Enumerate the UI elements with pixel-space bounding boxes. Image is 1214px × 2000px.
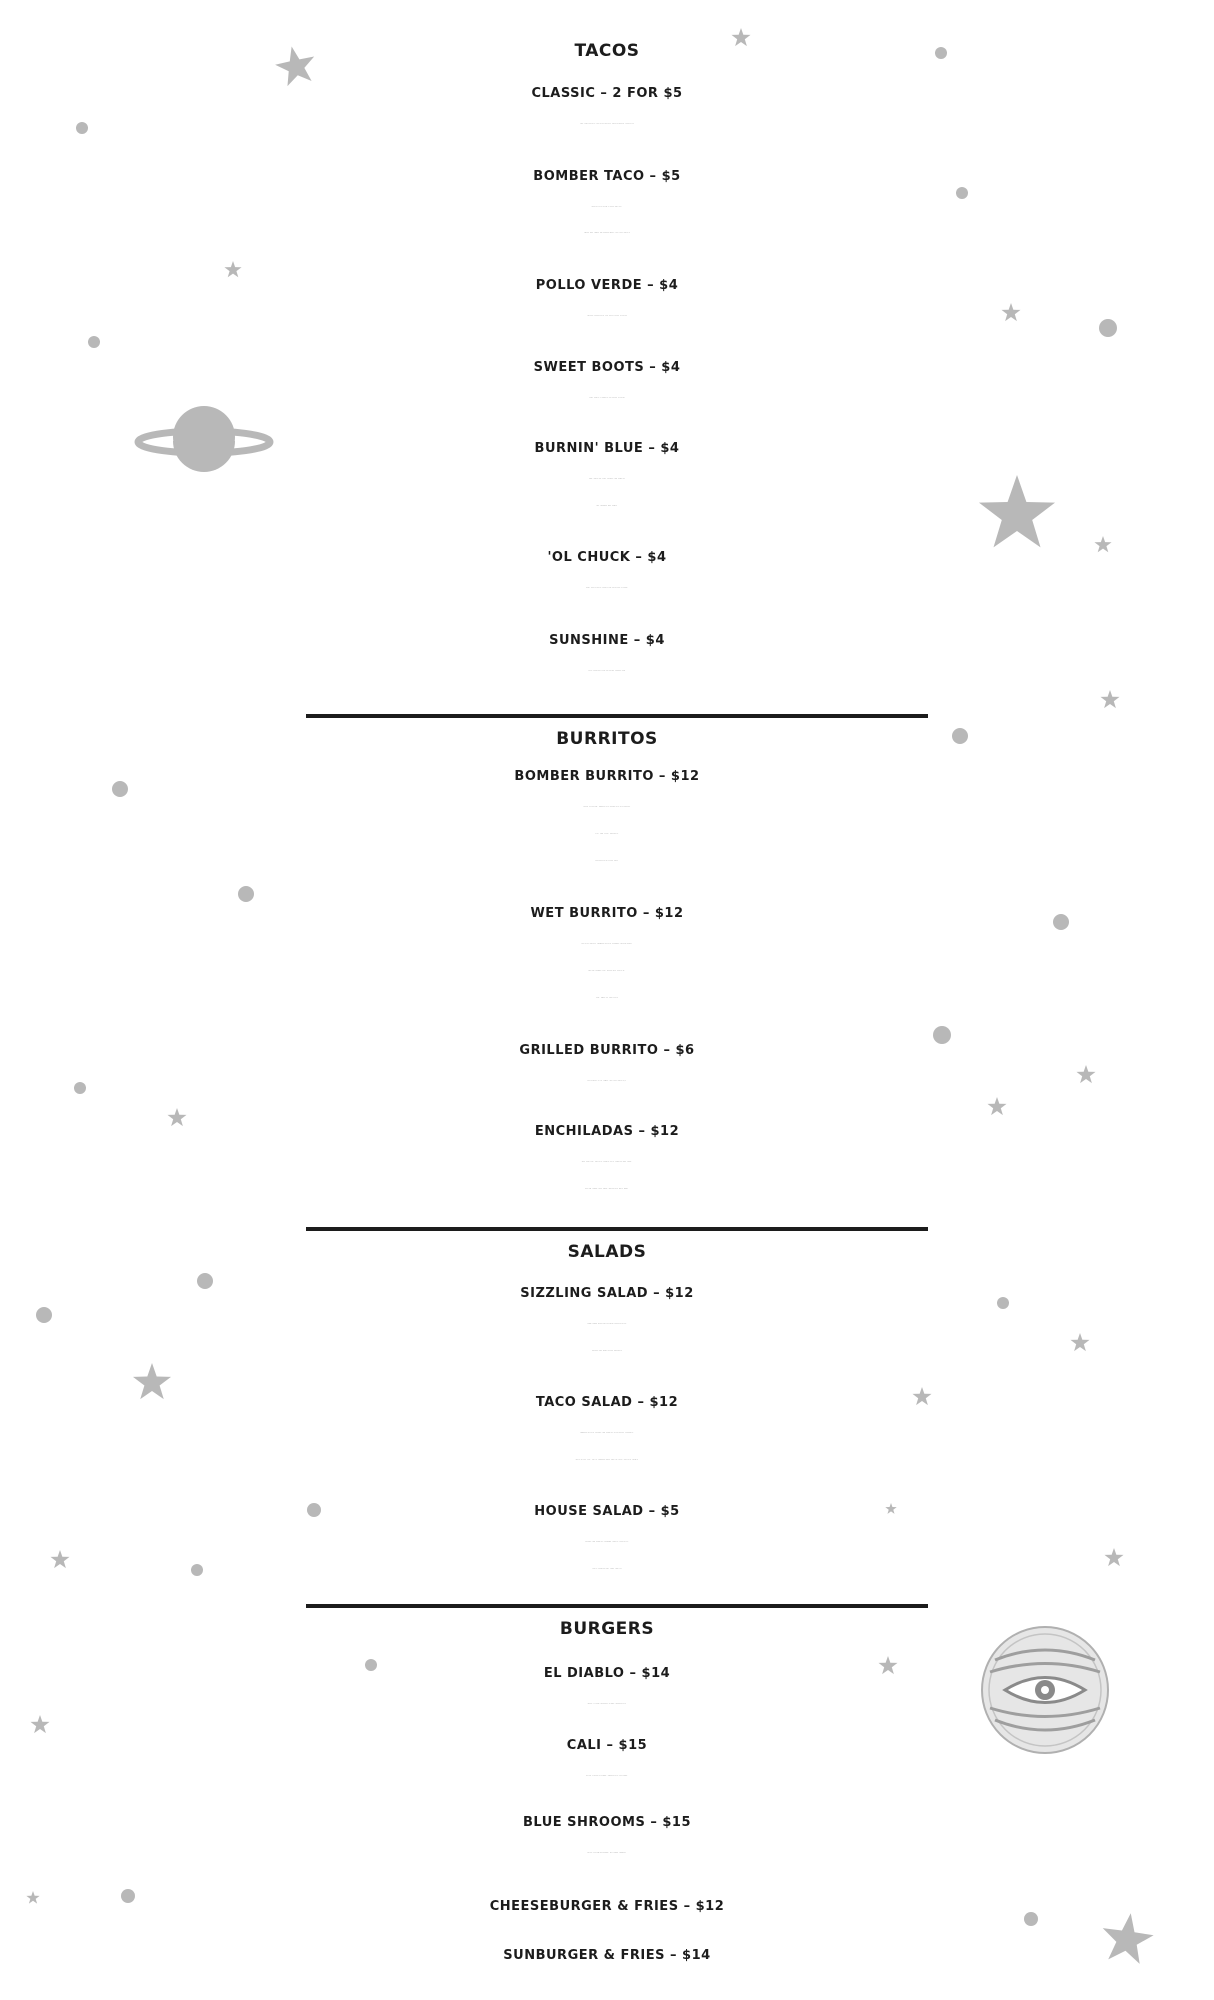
item-name: BOMBER TACO – $5 (533, 169, 681, 184)
item-desc (0, 1853, 1214, 1854)
item-desc (0, 1081, 1214, 1082)
item-desc (0, 1189, 1214, 1190)
item-name: 'OL CHUCK – $4 (547, 550, 667, 565)
item-desc (0, 588, 1214, 589)
section-title-burgers: BURGERS (559, 1619, 655, 1639)
item-name: BOMBER BURRITO – $12 (514, 769, 700, 784)
item-desc (0, 944, 1214, 945)
item-name: EL DIABLO – $14 (543, 1666, 671, 1681)
item-desc (0, 398, 1214, 399)
item-desc (0, 1542, 1214, 1543)
item-desc (0, 1460, 1214, 1461)
item-desc (0, 1776, 1214, 1777)
item-name: SIZZLING SALAD – $12 (520, 1286, 694, 1301)
item-desc (0, 316, 1214, 317)
item-desc (0, 1569, 1214, 1570)
item-desc (0, 506, 1214, 507)
item-name: ENCHILADAS – $12 (534, 1124, 680, 1139)
item-name: SUNBURGER & FRIES – $14 (503, 1948, 711, 1963)
item-desc (0, 124, 1214, 125)
item-desc (0, 1324, 1214, 1325)
item-name: CLASSIC – 2 FOR $5 (531, 86, 683, 101)
item-name: BURNIN' BLUE – $4 (534, 441, 680, 456)
section-title-burritos: BURRITOS (556, 729, 658, 749)
section-divider (306, 1227, 928, 1231)
section-divider (306, 714, 928, 718)
item-desc (0, 1704, 1214, 1705)
item-name: HOUSE SALAD – $5 (534, 1504, 680, 1519)
section-title-tacos: TACOS (574, 41, 640, 61)
item-name: WET BURRITO – $12 (530, 906, 684, 921)
item-desc (0, 807, 1214, 808)
item-name: BLUE SHROOMS – $15 (522, 1815, 692, 1830)
section-divider (306, 1604, 928, 1608)
item-name: SUNSHINE – $4 (549, 633, 665, 648)
item-desc (0, 671, 1214, 672)
item-desc (0, 834, 1214, 835)
item-name: CALI – $15 (566, 1738, 648, 1753)
item-name: SWEET BOOTS – $4 (533, 360, 681, 375)
item-desc (0, 861, 1214, 862)
item-name: GRILLED BURRITO – $6 (519, 1043, 695, 1058)
item-desc (0, 207, 1214, 208)
item-desc (0, 1433, 1214, 1434)
item-desc (0, 479, 1214, 480)
item-desc (0, 233, 1214, 234)
item-desc (0, 1162, 1214, 1163)
item-desc (0, 1351, 1214, 1352)
item-desc (0, 971, 1214, 972)
section-title-salads: SALADS (567, 1242, 647, 1262)
item-name: POLLO VERDE – $4 (535, 278, 679, 293)
item-desc (0, 998, 1214, 999)
item-name: CHEESEBURGER & FRIES – $12 (489, 1899, 725, 1914)
item-name: TACO SALAD – $12 (535, 1395, 679, 1410)
